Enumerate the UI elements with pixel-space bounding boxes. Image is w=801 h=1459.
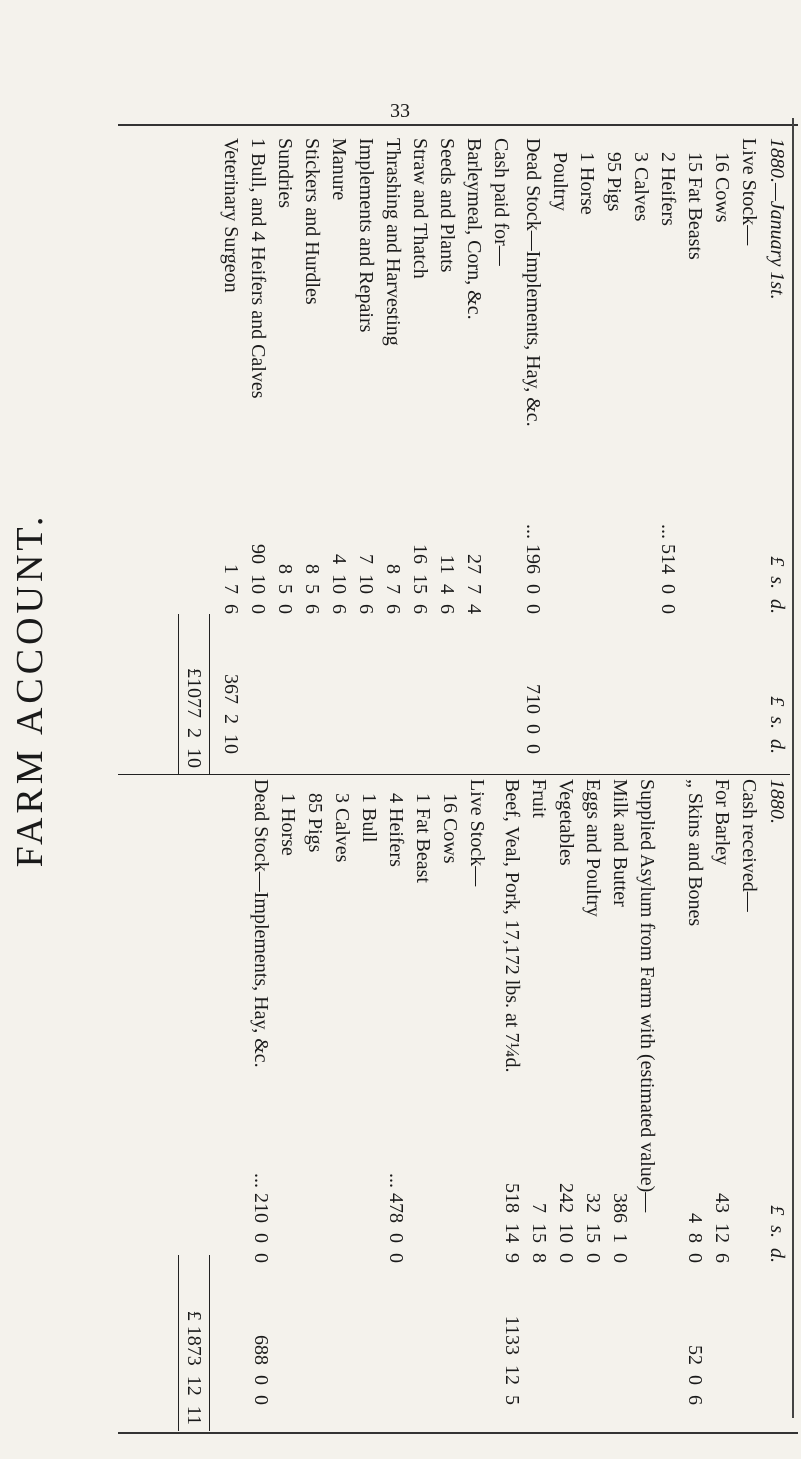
cash-paid-row [379, 134, 406, 774]
credit-dead-stock-label: Dead Stock—Implements, Hay, &c. [250, 779, 272, 1068]
debit-grand-total-box [178, 614, 210, 774]
cash-paid-item: Straw and Thatch [409, 138, 431, 279]
cash-received-row [708, 775, 735, 1431]
cash-paid-item: Seeds and Plants [436, 138, 458, 273]
debit-ls-row [681, 134, 708, 774]
debit-ls-row [654, 134, 681, 774]
cash-paid-amount: 8 5 6 [301, 564, 323, 614]
credit-panel [118, 775, 790, 1431]
cash-paid-amount: 27 7 4 [463, 554, 485, 614]
credit-live-stock-label: Live Stock— [466, 779, 488, 887]
credit-ls-row [436, 775, 463, 1431]
cash-received-total: 52 0 6 [684, 1345, 706, 1405]
credit-ls-item: 1 Fat Beast [412, 793, 434, 883]
debit-ls-row [573, 134, 600, 774]
debit-ls-item: 1 Horse [576, 152, 598, 215]
cash-paid-amount: 8 5 0 [274, 564, 296, 614]
supplied-amount: 7 15 8 [528, 1203, 550, 1263]
credit-ls-item: 1 Bull [358, 793, 380, 843]
cash-paid-item: Manure [328, 138, 350, 201]
cash-received-label-row [735, 775, 762, 1431]
cash-paid-item: Implements and Repairs [355, 138, 377, 333]
cash-paid-item: Veterinary Surgeon [220, 138, 242, 293]
cash-paid-item: Barleymeal, Corn, &c. [463, 138, 485, 320]
supplied-row [552, 775, 579, 1431]
debit-ls-item: 2 Heifers [657, 152, 679, 226]
debit-ls-total: ... 514 0 0 [657, 524, 679, 614]
supplied-item: Beef, Veal, Pork, 17,172 lbs. at 7¼d. [501, 779, 523, 1073]
debit-subtotal: 710 0 0 [522, 684, 544, 754]
credit-live-stock [247, 775, 490, 1431]
cash-received-amount: 4 8 0 [684, 1213, 706, 1263]
col-header-l2: £ s. d. [766, 696, 788, 754]
cash-paid-item: Sundries [274, 138, 296, 208]
supplied-row [579, 775, 606, 1431]
supplied-item: Milk and Butter [609, 779, 631, 907]
supplied-item: Fruit [528, 779, 550, 818]
debit-ls-item: 3 Calves [630, 152, 652, 222]
debit-cash-paid [217, 134, 514, 774]
credit-grand-total: £ 1873 12 11 [183, 1310, 205, 1425]
cash-paid-amount: 7 10 6 [355, 554, 377, 614]
credit-ls-item: 85 Pigs [304, 793, 326, 853]
credit-ls-item: 1 Horse [277, 793, 299, 856]
cash-paid-row [271, 134, 298, 774]
credit-dead-stock-row [247, 775, 274, 1431]
cash-paid-row [433, 134, 460, 774]
supplied-amount: 242 10 0 [555, 1183, 577, 1263]
debit-dead-stock-amount: ... 196 0 0 [522, 524, 544, 614]
cash-received-amount: 43 12 6 [711, 1193, 733, 1263]
credit-ls-item: 4 Heifers [385, 793, 407, 867]
debit-ls-item: 95 Pigs [603, 152, 625, 212]
debit-ls-row [627, 134, 654, 774]
supplied-item: Vegetables [555, 779, 577, 866]
cash-paid-row [352, 134, 379, 774]
cash-paid-amount: 4 10 6 [328, 554, 350, 614]
credit-ls-row [355, 775, 382, 1431]
credit-ls-row [301, 775, 328, 1431]
debit-heading-row [763, 134, 790, 774]
credit-ls-row [328, 775, 355, 1431]
supplied-label: Supplied Asylum from Farm with (estimated value)— [636, 779, 658, 1213]
debit-ls-row [708, 134, 735, 774]
bottom-rule [118, 1432, 798, 1434]
ledger-rotated [118, 134, 790, 1430]
credit-grand-total-box [178, 1255, 210, 1431]
credit-ls-item: 16 Cows [439, 793, 461, 864]
cash-paid-label-row [487, 134, 514, 774]
cash-received-item: „ Skins and Bones [684, 779, 706, 927]
debit-live-stock-label: Live Stock— [738, 138, 760, 246]
supplied-row [498, 775, 525, 1431]
top-rule [118, 124, 798, 126]
credit-ls-row [409, 775, 436, 1431]
cash-received-item: For Barley [711, 779, 733, 866]
side-rule [792, 118, 794, 1418]
credit-heading: 1880. [766, 779, 788, 824]
cash-paid-item: Stickers and Hurdles [301, 138, 323, 305]
cash-paid-label: Cash paid for— [490, 138, 512, 266]
debit-ls-item: 15 Fat Beasts [684, 152, 706, 260]
debit-dead-stock-row [519, 134, 546, 774]
credit-cash-received [681, 775, 762, 1431]
supplied-row [606, 775, 633, 1431]
cash-paid-amount: 90 10 0 [247, 544, 269, 614]
cash-paid-amount: 1 7 6 [220, 564, 242, 614]
debit-live-stock [519, 134, 762, 774]
credit-ls-row [274, 775, 301, 1431]
supplied-amount: 32 15 0 [582, 1193, 604, 1263]
cash-received-row [681, 775, 708, 1431]
debit-grand-total: £1077 2 10 [183, 668, 205, 768]
credit-subtotal: 688 0 0 [250, 1335, 272, 1405]
supplied-row [525, 775, 552, 1431]
cash-paid-item: Thrashing and Harvesting [382, 138, 404, 346]
cash-paid-row [217, 134, 244, 774]
cash-paid-row [406, 134, 433, 774]
supplied-label-row [633, 775, 660, 1431]
cash-paid-row [325, 134, 352, 774]
debit-live-stock-label-row [735, 134, 762, 774]
debit-ls-item: 16 Cows [711, 152, 733, 223]
credit-ls-total: ... 478 0 0 [385, 1173, 407, 1263]
cash-paid-amount: 16 15 6 [409, 544, 431, 614]
cash-paid-item: 1 Bull, and 4 Heifers and Calves [247, 138, 269, 399]
col-header-l1: £ s. d. [766, 556, 788, 614]
credit-ls-row [382, 775, 409, 1431]
credit-heading-row [763, 775, 790, 1431]
page-number: 33 [390, 100, 410, 122]
cash-paid-row [244, 134, 271, 774]
cash-paid-amount: 8 7 6 [382, 564, 404, 614]
debit-panel [118, 134, 790, 775]
cash-paid-row [298, 134, 325, 774]
debit-ls-item: Poultry [549, 152, 571, 211]
debit-ls-row [600, 134, 627, 774]
debit-ls-row [546, 134, 573, 774]
credit-ls-item: 3 Calves [331, 793, 353, 863]
credit-supplied [498, 775, 660, 1431]
credit-dead-stock-amount: ... 210 0 0 [250, 1173, 272, 1263]
debit-heading: 1880.—January 1st. [766, 138, 788, 300]
supplied-amount: 518 14 9 [501, 1183, 523, 1263]
supplied-item: Eggs and Poultry [582, 779, 604, 917]
credit-live-stock-label-row [463, 775, 490, 1431]
page-header: FARM ACCOUNT. [9, 512, 51, 868]
supplied-amount: 386 1 0 [609, 1193, 631, 1263]
col-header-r1: £ s. d. [766, 1205, 788, 1263]
supplied-total: 1133 12 5 [501, 1315, 523, 1405]
cash-paid-row [460, 134, 487, 774]
debit-dead-stock-label: Dead Stock—Implements, Hay, &c. [522, 138, 544, 427]
cash-received-label: Cash received— [738, 779, 760, 912]
cash-paid-total: 367 2 10 [220, 674, 242, 754]
cash-paid-amount: 11 4 6 [436, 554, 458, 614]
